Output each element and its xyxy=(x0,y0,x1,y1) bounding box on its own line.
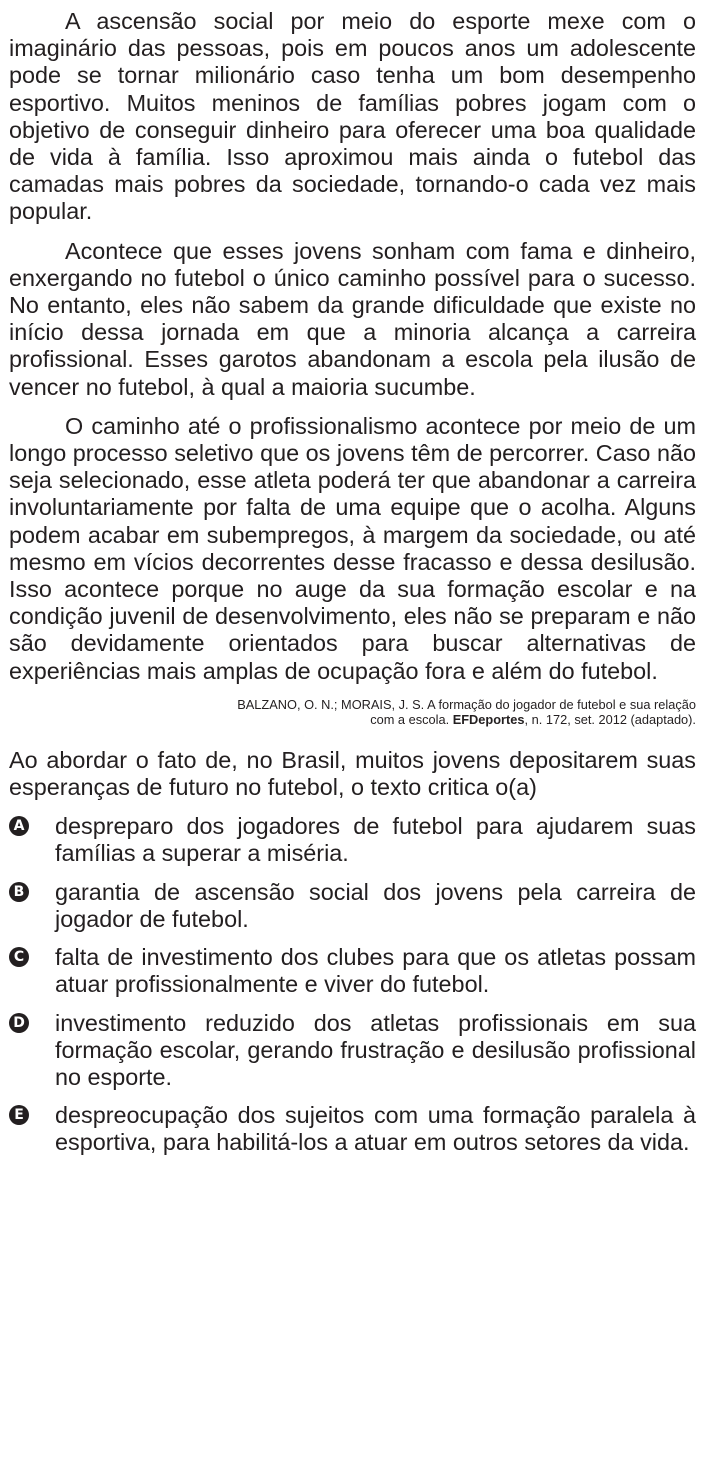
option-d[interactable] xyxy=(9,1010,696,1092)
source-citation xyxy=(9,697,696,728)
option-text-b: garantia de ascensão social dos jovens pela carreira de jogador de futebol. xyxy=(55,878,696,932)
option-b[interactable] xyxy=(9,879,696,933)
option-text-a: despreparo dos jogadores de futebol para ajudarem suas famílias a superar a miséria. xyxy=(55,813,696,867)
passage-paragraph-2: Acontece que esses jovens sonham com fama e dinheiro, enxergando no futebol o único caminho possível para o sucesso. No entanto, eles não sabem da grande dificuldade que existe no início dessa jornada em que a minoria alcança a carreira profissional. Esses garotos abandonam a escola pela ilusão de vencer no futebol, à qual a maioria sucumbe. xyxy=(9,237,696,400)
citation-line-2-suffix: , n. 172, set. 2012 (adaptado). xyxy=(524,712,696,728)
option-e[interactable] xyxy=(9,1102,696,1156)
option-c[interactable] xyxy=(9,944,696,998)
citation-journal: EFDeportes xyxy=(452,712,525,728)
option-text-c: falta de investimento dos clubes para que os atletas possam atuar profissionalmente e viver do futebol. xyxy=(55,944,696,998)
option-text-e: despreocupação dos sujeitos com uma formação paralela à esportiva, para habilitá-los a atuar em outros setores da vida. xyxy=(55,1102,696,1156)
option-letter-icon-b: B xyxy=(9,882,29,902)
passage-paragraph-3: O caminho até o profissionalismo acontece por meio de um longo processo seletivo que os jovens têm de percorrer. Caso não seja selecionado, esse atleta poderá ter que abandonar a carreira involuntariamente por falta de uma equipe que o acolha. Alguns podem acabar em subempregos, à margem da sociedade, ou até mesmo em vícios decorrentes desse fracasso e dessa desilusão. Isso acontece porque no auge da sua formação escolar e na condição juvenil de desenvolvimento, eles não se preparam e não são devidamente orientados para buscar alternativas de experiências mais amplas de ocupação fora e além do futebol. xyxy=(9,412,696,684)
passage xyxy=(9,8,696,685)
option-letter-icon-d: D xyxy=(9,1013,29,1033)
passage-paragraph-1: A ascensão social por meio do esporte mexe com o imaginário das pessoas, pois em poucos anos um adolescente pode se tornar milionário caso tenha um bom desempenho esportivo. Muitos meninos de famílias pobres jogam com o objetivo de conseguir dinheiro para oferecer uma boa qualidade de vida à família. Isso aproximou mais ainda o futebol das camadas mais pobres da sociedade, tornando-o cada vez mais popular. xyxy=(9,8,696,225)
citation-line-1: BALZANO, O. N.; MORAIS, J. S. A formação do jogador de futebol e sua relação xyxy=(237,696,696,712)
option-a[interactable] xyxy=(9,813,696,867)
option-text-d: investimento reduzido dos atletas profissionais em sua formação escolar, gerando frustração e desilusão profissional no esporte. xyxy=(55,1009,696,1090)
option-letter-icon-c: C xyxy=(9,947,29,967)
citation-line-2-prefix: com a escola. xyxy=(370,712,453,728)
question-stem: Ao abordar o fato de, no Brasil, muitos jovens depositarem suas esperanças de futuro no futebol, o texto critica o(a) xyxy=(9,746,696,801)
option-letter-icon-e: E xyxy=(9,1105,29,1125)
answer-options xyxy=(9,813,696,1156)
option-letter-icon-a: A xyxy=(9,816,29,836)
